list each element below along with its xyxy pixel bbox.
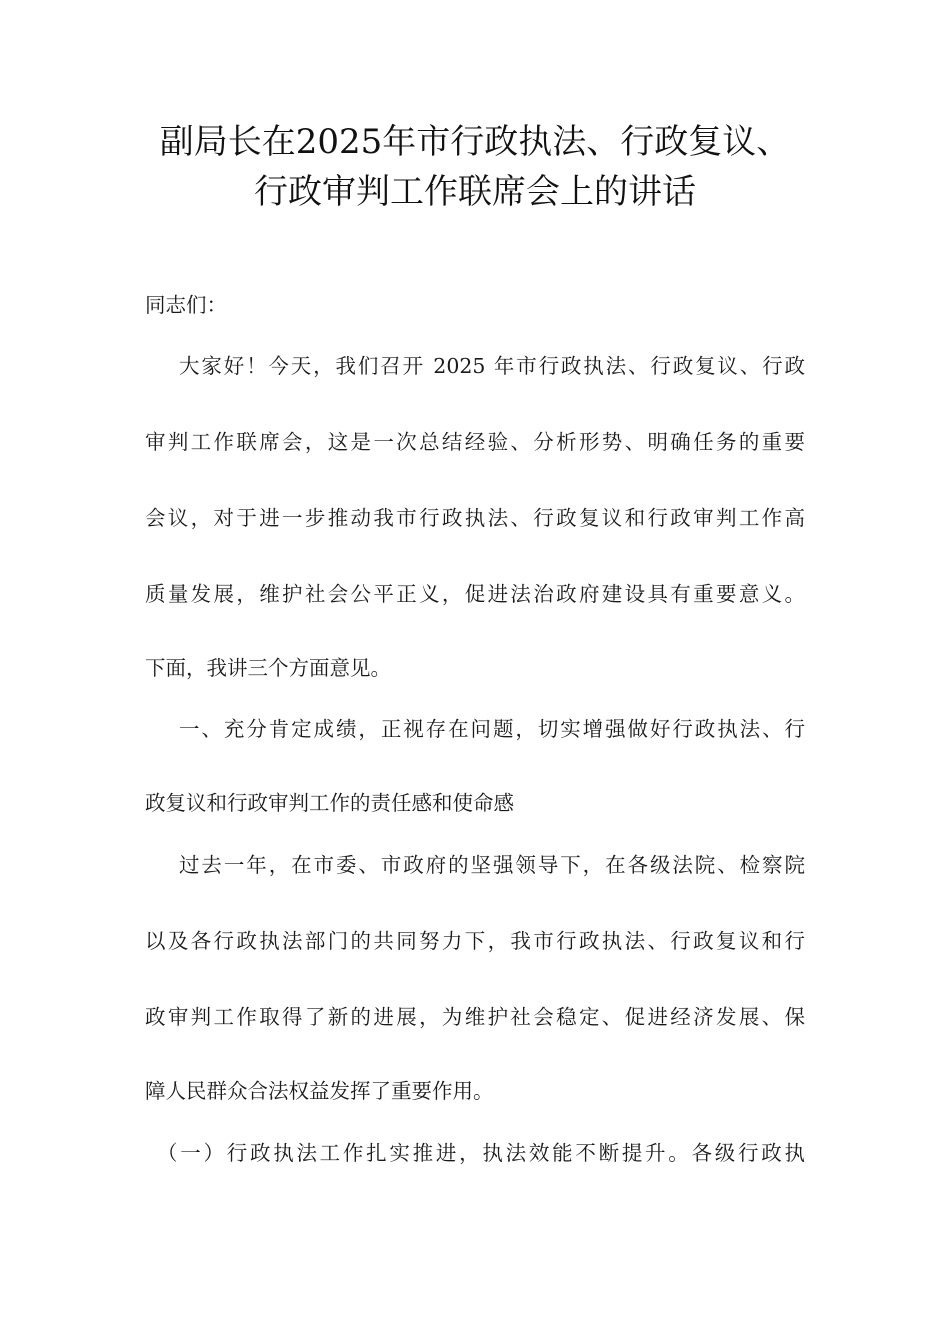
- paragraph-line: 质量发展，维护社会公平正义，促进法治政府建设具有重要意义。: [145, 582, 805, 606]
- paragraph-line: 会议，对于进一步推动我市行政执法、行政复议和行政审判工作高: [145, 506, 805, 530]
- paragraph-line: 下面，我讲三个方面意见。: [145, 656, 391, 680]
- subsection-heading-line: （一）行政执法工作扎实推进，执法效能不断提升。各级行政执: [157, 1141, 805, 1165]
- paragraph-line: 障人民群众合法权益发挥了重要作用。: [145, 1079, 494, 1103]
- section-heading-line: 政复议和行政审判工作的责任感和使命感: [145, 791, 514, 815]
- section-heading-line: 一、充分肯定成绩，正视存在问题，切实增强做好行政执法、行: [179, 717, 805, 741]
- salutation: 同志们：: [145, 293, 227, 317]
- paragraph-line: 过去一年，在市委、市政府的坚强领导下，在各级法院、检察院: [179, 853, 805, 877]
- paragraph-line: 以及各行政执法部门的共同努力下，我市行政执法、行政复议和行: [145, 929, 805, 953]
- paragraph-line: 审判工作联席会，这是一次总结经验、分析形势、明确任务的重要: [145, 430, 805, 454]
- document-title-line-2: 行政审判工作联席会上的讲话: [254, 172, 696, 212]
- paragraph-line: 大家好！今天，我们召开 2025 年市行政执法、行政复议、行政: [179, 354, 805, 378]
- document-title-line-1: 副局长在2025年市行政执法、行政复议、: [159, 122, 791, 162]
- paragraph-line: 政审判工作取得了新的进展，为维护社会稳定、促进经济发展、保: [145, 1005, 805, 1029]
